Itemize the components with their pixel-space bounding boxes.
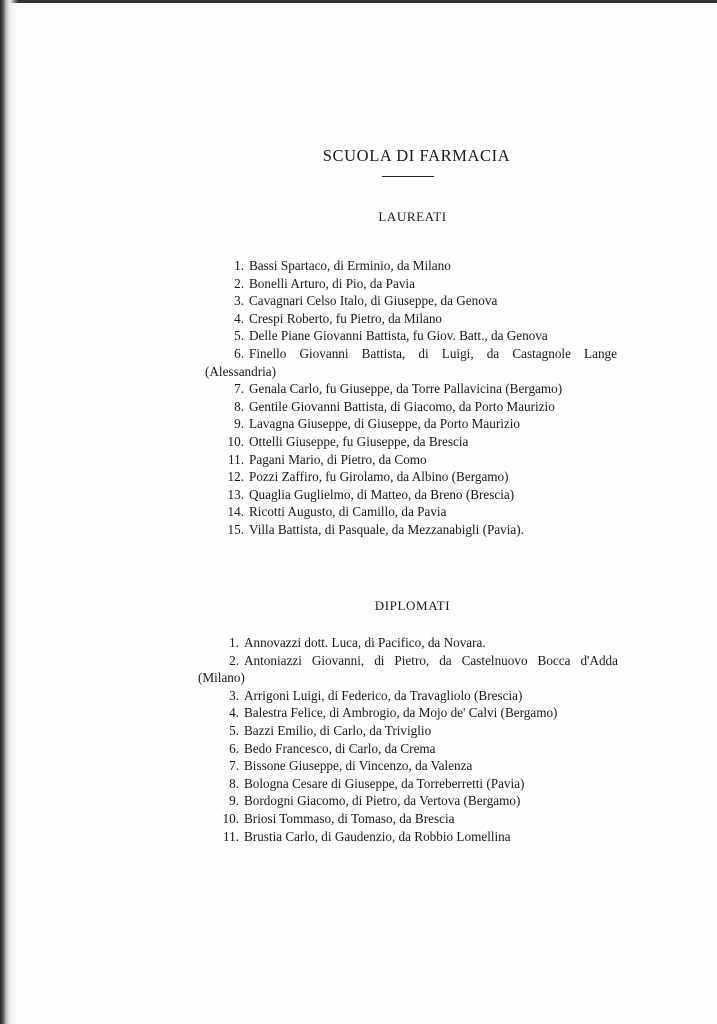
list-item: 10. Briosi Tommaso, di Tomaso, da Brescia	[222, 810, 455, 826]
list-item: 1. Annovazzi dott. Luca, di Pacifico, da Novara.	[229, 635, 486, 650]
diplomati-heading: DIPLOMATI	[374, 598, 451, 613]
page-title: SCUOLA DI FARMACIA	[322, 146, 511, 165]
list-item: 4. Balestra Felice, di Ambrogio, da Mojo de' Calvi (Bergamo)	[229, 705, 558, 721]
list-item: 6. Finello Giovanni Battista, di Luigi, da Castagnole Lange (Alessandria)	[205, 345, 617, 379]
list-item: 1. Bassi Spartaco, di Erminio, da Milano	[234, 258, 451, 273]
list-item: 3. Arrigoni Luigi, di Federico, da Travagliolo (Brescia)	[229, 687, 523, 703]
laureati-heading: LAUREATI	[378, 209, 447, 224]
list-item: 13. Quaglia Guglielmo, di Matteo, da Breno (Brescia)	[227, 486, 515, 502]
list-item: 14. Ricotti Augusto, di Camillo, da Pavia	[227, 504, 447, 520]
list-item: 7. Genala Carlo, fu Giuseppe, da Torre Pallavicina (Bergamo)	[234, 381, 563, 397]
list-item: 8. Gentile Giovanni Battista, di Giacomo, da Porto Maurizio	[234, 398, 555, 414]
list-item: 9. Bordogni Giacomo, di Pietro, da Vertova (Bergamo)	[229, 793, 521, 809]
list-item: 11. Brustia Carlo, di Gaudenzio, da Robbio Lomellina	[223, 828, 511, 844]
list-item: 5. Bazzi Emilio, di Carlo, da Triviglio	[229, 722, 432, 738]
list-item: 4. Crespi Roberto, fu Pietro, da Milano	[234, 310, 443, 326]
list-item: 2. Bonelli Arturo, di Pio, da Pavia	[234, 275, 415, 291]
page-top-edge	[0, 0, 717, 3]
list-item: 10. Ottelli Giuseppe, fu Giuseppe, da Brescia	[227, 433, 469, 449]
list-item: 9. Lavagna Giuseppe, di Giuseppe, da Porto Maurizio	[234, 416, 521, 432]
list-item: 7. Bissone Giuseppe, di Vincenzo, da Valenza	[229, 758, 473, 774]
title-divider	[382, 176, 434, 177]
list-item: 2. Antoniazzi Giovanni, di Pietro, da Castelnuovo Bocca d'Adda (Milano)	[198, 652, 618, 686]
laureati-list	[205, 257, 617, 539]
list-item: 12. Pozzi Zaffiro, fu Girolamo, da Albino (Bergamo)	[227, 469, 509, 485]
list-item: 6. Bedo Francesco, di Carlo, da Crema	[229, 740, 436, 756]
list-item: 3. Cavagnari Celso Italo, di Giuseppe, da Genova	[234, 293, 498, 309]
diplomati-list	[198, 634, 618, 845]
list-item: 11. Pagani Mario, di Pietro, da Como	[228, 451, 427, 467]
list-item: 5. Delle Piane Giovanni Battista, fu Giov. Batt., da Genova	[234, 328, 548, 344]
list-item: 8. Bologna Cesare di Giuseppe, da Torreberretti (Pavia)	[229, 775, 525, 791]
list-item: 15. Villa Battista, di Pasquale, da Mezzanabigli (Pavia).	[227, 521, 524, 537]
